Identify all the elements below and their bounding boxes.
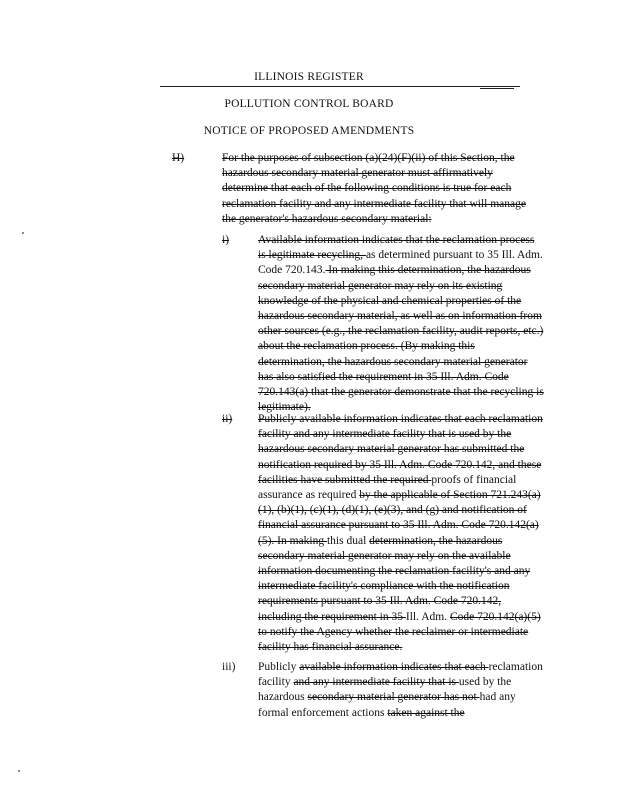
text-segment-added: reclamation facility	[258, 661, 543, 689]
text-segment-struck: Publicly available information indicates that each reclamation facility and any intermediate facility that is used by the hazardous secondary material generator has submitted the notification required by 35 Ill. Adm. Code 720.142, and these facilities have submitted the required	[258, 413, 543, 486]
text-segment-added: had any formal enforcement actions	[258, 691, 516, 719]
text-segment-struck: In making this determination, the hazardous secondary material generator may rely on its existing knowledge of the physical and chemical properties of the hazardous secondary material, as well as on information from other sources (e.g., the reclamation facility, audit reports, etc.) about the reclamation process. (By making this determination, the hazardous secondary material generator has also satisfied the requirement in 35 Ill. Adm. Code 720.143(a) that the generator demonstrate that the recycling is legitimate).	[258, 264, 544, 414]
text-segment-struck: secondary material generator has not	[307, 691, 480, 704]
header-rule-short	[480, 88, 514, 89]
subsection-label-iii: iii)	[222, 661, 236, 673]
text-segment-added: proofs of financial assurance as required	[258, 473, 517, 502]
subsection-text-iii	[258, 660, 544, 721]
text-segment-struck: and any intermediate facility that is	[293, 676, 459, 689]
scan-speck	[18, 770, 20, 772]
notice-title: NOTICE OF PROPOSED AMENDMENTS	[203, 125, 415, 137]
board-title: POLLUTION CONTROL BOARD	[224, 98, 394, 110]
scan-speck	[22, 232, 24, 234]
text-segment-struck: determination, the hazardous secondary material generator may rely on the available information documenting the reclamation facility's and any intermediate facility's compliance with the notification requirements pursuant to 35 Ill. Adm. Code 720.142, including the requirement in 35	[258, 534, 531, 623]
text-segment-added: used by the hazardous	[258, 676, 512, 704]
text-segment-struck: Code 720.142(a)(5) to notify the Agency whether the reclaimer or intermediate facility has financial assurance.	[258, 610, 541, 654]
text-segment-added: Ill. Adm.	[405, 610, 450, 623]
text-segment-struck: available information indicates that each	[299, 661, 489, 673]
subsection-text-h: For the purposes of subsection (a)(24)(F)(ii) of this Section, the hazardous secondary material generator must affirmatively determine that each of the following conditions is true for each reclamation facility and any intermediate facility that will manage the generator's hazardous secondary material:	[222, 152, 526, 225]
text-segment-added: as determined pursuant to 35 Ill. Adm. Code 720.143.	[258, 249, 543, 277]
text-segment-struck: of Section 721.243(a)(1), (b)(1), (c)(1), (d)(1), (e)(3), and (g) and notification of financial assurance pursuant to 35 Ill. Adm. Code 720.142(a)(5). In making	[258, 489, 541, 547]
subsection-text-ii	[258, 412, 544, 655]
text-segment-struck: by the applicable	[359, 489, 441, 502]
subsection-label-ii: ii)	[222, 413, 233, 425]
text-segment-struck: Available information indicates that the reclamation process is legitimate recycling,	[258, 234, 535, 262]
header-rule	[160, 86, 520, 87]
subsection-label-i: i)	[222, 234, 230, 246]
subsection-label-h: H)	[172, 152, 185, 164]
text-segment-added: this dual	[326, 534, 370, 547]
register-title: ILLINOIS REGISTER	[254, 71, 364, 83]
subsection-text-i	[258, 233, 544, 415]
text-segment-struck: taken against the	[387, 706, 465, 719]
text-segment-added: Publicly	[258, 661, 300, 673]
